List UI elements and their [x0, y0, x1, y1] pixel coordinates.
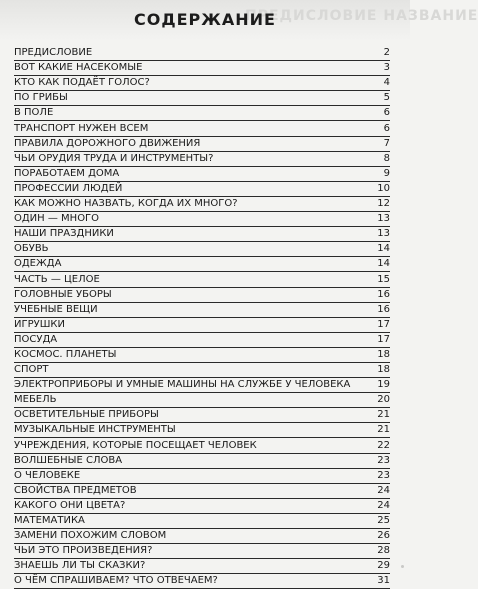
- toc-entry-page-number: 18: [377, 348, 390, 360]
- toc-entry-page-number: 7: [383, 137, 390, 149]
- toc-entry-title: ПРОФЕССИИ ЛЮДЕЙ: [14, 182, 123, 194]
- page-title: СОДЕРЖАНИЕ: [134, 10, 276, 29]
- toc-entry[interactable]: [14, 363, 390, 378]
- toc-entry-page-number: 21: [377, 409, 390, 421]
- toc-entry-page-number: 2: [383, 47, 390, 59]
- toc-entry-page-number: 12: [377, 198, 390, 210]
- toc-entry-page-number: 26: [377, 530, 390, 542]
- toc-entry-title: ОДИН — МНОГО: [14, 213, 100, 225]
- toc-entry-title: УЧРЕЖДЕНИЯ, КОТОРЫЕ ПОСЕЩАЕТ ЧЕЛОВЕК: [14, 439, 257, 451]
- toc-entry[interactable]: [14, 438, 390, 453]
- toc-entry-title: НАШИ ПРАЗДНИКИ: [14, 228, 114, 240]
- toc-entry[interactable]: [14, 212, 390, 227]
- toc-entry[interactable]: [14, 167, 390, 182]
- toc-entry-title: О ЧЁМ СПРАШИВАЕМ? ЧТО ОТВЕЧАЕМ?: [14, 575, 218, 587]
- toc-entry[interactable]: [14, 303, 390, 318]
- toc-entry[interactable]: [14, 423, 390, 438]
- toc-entry-page-number: 21: [377, 424, 390, 436]
- toc-entry-page-number: 14: [377, 243, 390, 255]
- toc-entry-page-number: 20: [377, 394, 390, 406]
- toc-entry-title: ВОТ КАКИЕ НАСЕКОМЫЕ: [14, 62, 143, 74]
- table-of-contents: [14, 46, 390, 589]
- toc-entry-title: МЕБЕЛЬ: [14, 394, 57, 406]
- toc-entry-title: О ЧЕЛОВЕКЕ: [14, 469, 81, 481]
- toc-entry-title: В ПОЛЕ: [14, 107, 54, 119]
- toc-entry-page-number: 15: [377, 273, 390, 285]
- toc-entry[interactable]: [14, 257, 390, 272]
- toc-entry-title: КТО КАК ПОДАЁТ ГОЛОС?: [14, 77, 150, 89]
- toc-entry[interactable]: [14, 499, 390, 514]
- toc-entry-title: ПРАВИЛА ДОРОЖНОГО ДВИЖЕНИЯ: [14, 137, 201, 149]
- toc-entry[interactable]: [14, 121, 390, 136]
- toc-entry-title: ОБУВЬ: [14, 243, 49, 255]
- toc-entry-title: ЭЛЕКТРОПРИБОРЫ И УМНЫЕ МАШИНЫ НА СЛУЖБЕ У ЧЕЛОВЕКА: [14, 379, 351, 391]
- toc-entry[interactable]: [14, 182, 390, 197]
- toc-entry-page-number: 19: [377, 379, 390, 391]
- toc-entry-page-number: 4: [383, 77, 390, 89]
- toc-entry-title: ПОРАБОТАЕМ ДОМА: [14, 167, 120, 179]
- toc-entry-page-number: 28: [377, 545, 390, 557]
- toc-entry[interactable]: [14, 242, 390, 257]
- toc-entry-title: УЧЕБНЫЕ ВЕЩИ: [14, 303, 98, 315]
- toc-entry-title: ТРАНСПОРТ НУЖЕН ВСЕМ: [14, 122, 149, 134]
- toc-entry[interactable]: [14, 197, 390, 212]
- toc-entry[interactable]: [14, 514, 390, 529]
- toc-entry[interactable]: [14, 227, 390, 242]
- toc-entry-page-number: 8: [383, 152, 390, 164]
- toc-entry[interactable]: [14, 529, 390, 544]
- toc-entry-title: ПРЕДИСЛОВИЕ: [14, 47, 93, 59]
- toc-entry-title: ЧАСТЬ — ЦЕЛОЕ: [14, 273, 100, 285]
- toc-entry-title: МАТЕМАТИКА: [14, 515, 85, 526]
- toc-entry[interactable]: [14, 378, 390, 393]
- page-speck: [401, 565, 404, 568]
- toc-entry-title: ПОСУДА: [14, 333, 58, 345]
- toc-entry-page-number: 24: [377, 499, 390, 511]
- toc-entry-title: ЗАМЕНИ ПОХОЖИМ СЛОВОМ: [14, 530, 167, 542]
- toc-entry[interactable]: [14, 46, 390, 61]
- toc-entry-title: ВОЛШЕБНЫЕ СЛОВА: [14, 454, 123, 466]
- toc-entry-title: ПО ГРИБЫ: [14, 92, 68, 104]
- toc-entry[interactable]: [14, 574, 390, 589]
- toc-entry[interactable]: [14, 152, 390, 167]
- toc-entry[interactable]: [14, 272, 390, 287]
- toc-entry[interactable]: [14, 106, 390, 121]
- toc-entry[interactable]: [14, 61, 390, 76]
- toc-entry[interactable]: [14, 288, 390, 303]
- toc-entry[interactable]: [14, 393, 390, 408]
- toc-entry-page-number: 23: [377, 469, 390, 481]
- toc-entry-title: КОСМОС. ПЛАНЕТЫ: [14, 348, 117, 360]
- toc-entry-page-number: 9: [383, 167, 390, 179]
- toc-entry-page-number: 14: [377, 258, 390, 270]
- toc-entry[interactable]: [14, 454, 390, 469]
- toc-entry-page-number: 23: [377, 454, 390, 466]
- toc-entry-title: ОСВЕТИТЕЛЬНЫЕ ПРИБОРЫ: [14, 409, 159, 421]
- toc-entry[interactable]: [14, 91, 390, 106]
- toc-entry-page-number: 22: [377, 439, 390, 451]
- toc-entry-page-number: 24: [377, 484, 390, 496]
- toc-entry-page-number: 6: [383, 107, 390, 119]
- toc-entry[interactable]: [14, 76, 390, 91]
- toc-entry-page-number: 31: [377, 575, 390, 587]
- toc-entry-title: ГОЛОВНЫЕ УБОРЫ: [14, 288, 112, 300]
- toc-entry-title: ЧЬИ ЭТО ПРОИЗВЕДЕНИЯ?: [14, 545, 153, 557]
- toc-entry-title: ИГРУШКИ: [14, 318, 65, 330]
- toc-entry-page-number: 29: [377, 560, 390, 572]
- toc-entry[interactable]: [14, 544, 390, 559]
- toc-entry[interactable]: [14, 559, 390, 574]
- toc-entry-page-number: 17: [377, 333, 390, 345]
- bleed-through-text: ПРЕДИСЛОВИЕ НАЗВАНИЕ: [245, 8, 478, 24]
- toc-entry-title: МУЗЫКАЛЬНЫЕ ИНСТРУМЕНТЫ: [14, 424, 176, 436]
- toc-entry-page-number: 18: [377, 364, 390, 376]
- toc-entry[interactable]: [14, 318, 390, 333]
- toc-entry[interactable]: [14, 348, 390, 363]
- toc-entry-page-number: 13: [377, 213, 390, 225]
- toc-entry[interactable]: [14, 333, 390, 348]
- toc-entry-page-number: 10: [377, 182, 390, 194]
- toc-entry-page-number: 25: [377, 515, 390, 526]
- toc-entry[interactable]: [14, 137, 390, 152]
- toc-entry-title: СВОЙСТВА ПРЕДМЕТОВ: [14, 484, 137, 496]
- toc-entry[interactable]: [14, 484, 390, 499]
- toc-entry-title: СПОРТ: [14, 364, 49, 376]
- toc-entry-page-number: 16: [377, 288, 390, 300]
- toc-entry[interactable]: [14, 408, 390, 423]
- toc-entry-title: ЗНАЕШЬ ЛИ ТЫ СКАЗКИ?: [14, 560, 146, 572]
- toc-entry-page-number: 17: [377, 318, 390, 330]
- toc-entry[interactable]: [14, 469, 390, 484]
- toc-entry-title: КАКОГО ОНИ ЦВЕТА?: [14, 499, 126, 511]
- toc-entry-page-number: 5: [383, 92, 390, 104]
- toc-entry-page-number: 6: [383, 122, 390, 134]
- toc-entry-title: КАК МОЖНО НАЗВАТЬ, КОГДА ИХ МНОГО?: [14, 198, 238, 210]
- toc-entry-page-number: 13: [377, 228, 390, 240]
- toc-entry-page-number: 3: [383, 62, 390, 74]
- toc-entry-title: ЧЬИ ОРУДИЯ ТРУДА И ИНСТРУМЕНТЫ?: [14, 152, 214, 164]
- toc-entry-page-number: 16: [377, 303, 390, 315]
- toc-entry-title: ОДЕЖДА: [14, 258, 62, 270]
